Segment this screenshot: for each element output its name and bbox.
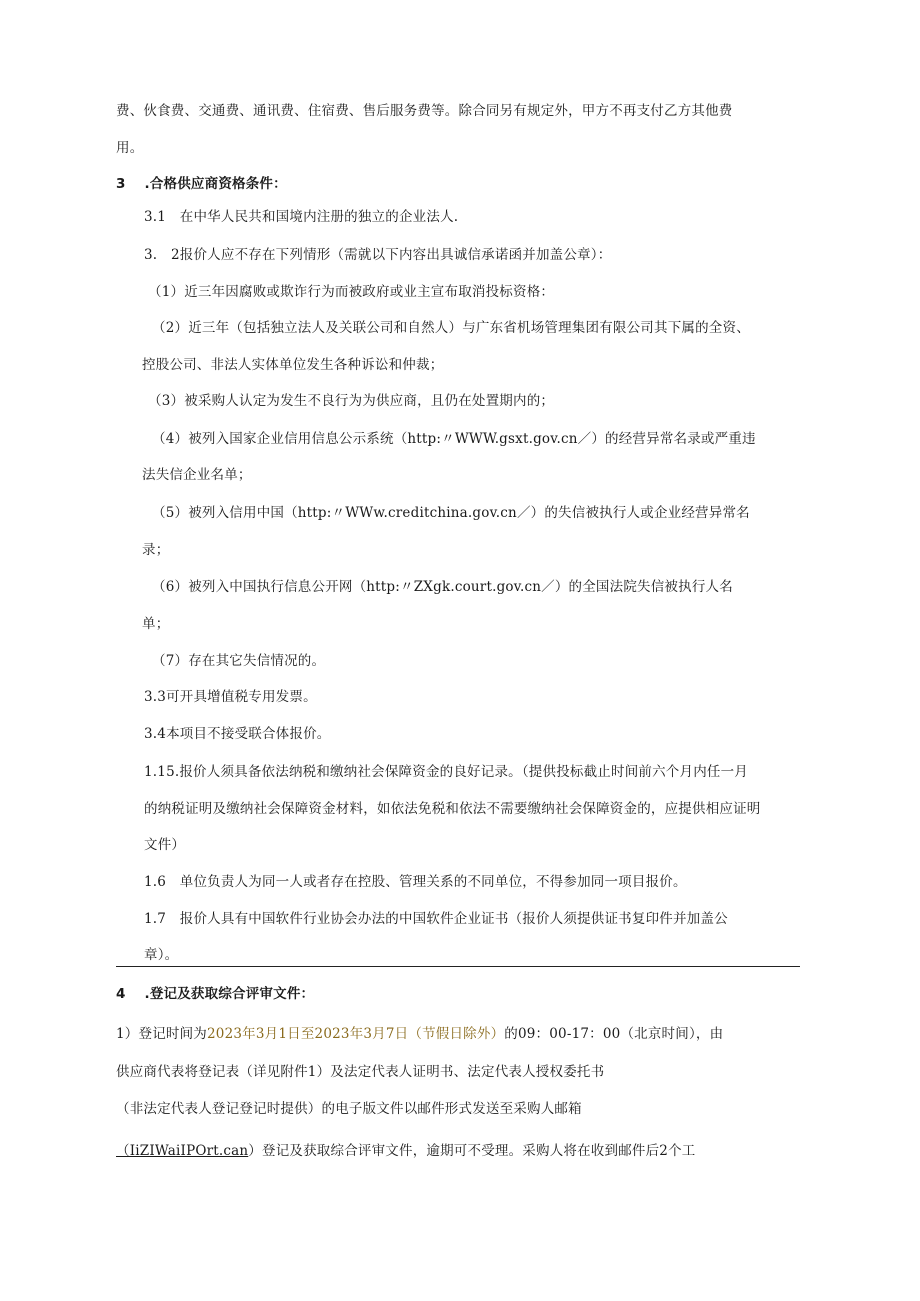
section-4-number: 4 bbox=[116, 986, 126, 1002]
clause-1-7-line-1: 1.7 报价人具有中国软件行业协会办法的中国软件企业证书（报价人须提供证书复印件并加盖公 bbox=[144, 911, 728, 927]
body-text-line: 用。 bbox=[116, 140, 144, 156]
list-item-6-line-1: （6）被列入中国执行信息公开网（http:〃ZXgk.court.gov.cn／）的全国法院失信被执行人名 bbox=[152, 579, 733, 595]
list-item-1: （1）近三年因腐败或欺诈行为而被政府或业主宣布取消投标资格： bbox=[148, 284, 555, 300]
registration-time: 的09：00-17：00（北京时间），由 bbox=[504, 1026, 724, 1042]
registration-line-3: （非法定代表人登记登记时提供）的电子版文件以邮件形式发送至采购人邮箱 bbox=[116, 1101, 582, 1117]
section-3-number: 3 bbox=[116, 176, 126, 192]
section-4-heading bbox=[116, 984, 314, 1004]
section-4-title: .登记及获取综合评审文件： bbox=[144, 986, 315, 1002]
list-item-6-line-2: 单； bbox=[142, 616, 170, 632]
clause-1-6: 1.6 单位负责人为同一人或者存在控股、管理关系的不同单位，不得参加同一项目报价。 bbox=[144, 874, 687, 890]
horizontal-rule bbox=[116, 966, 800, 967]
clause-3-4: 3.4本项目不接受联合体报价。 bbox=[144, 726, 331, 742]
list-item-2-line-2: 控股公司、非法人实体单位发生各种诉讼和仲裁； bbox=[142, 357, 444, 373]
clause-1-7-line-2: 章）。 bbox=[144, 947, 179, 963]
registration-line-1 bbox=[116, 1024, 723, 1044]
section-3-title: .合格供应商资格条件： bbox=[144, 176, 287, 192]
clause-1-15-line-1: 1.15.报价人须具备依法纳税和缴纳社会保障资金的良好记录。（提供投标截止时间前六个月内任一月 bbox=[144, 764, 748, 780]
clause-3-1: 3.1 在中华人民共和国境内注册的独立的企业法人. bbox=[144, 209, 459, 225]
registration-tail: ）登记及获取综合评审文件，逾期可不受理。采购人将在收到邮件后2个工 bbox=[248, 1143, 696, 1159]
list-item-4-line-1: （4）被列入国家企业信用信息公示系统（http:〃WWW.gsxt.gov.cn／）的经营异常名录或严重违 bbox=[152, 431, 756, 447]
registration-line-2: 供应商代表将登记表（详见附件1）及法定代表人证明书、法定代表人授权委托书 bbox=[116, 1064, 605, 1080]
clause-3-2: 3. 2报价人应不存在下列情形（需就以下内容出具诚信承诺函并加盖公章）： bbox=[144, 247, 612, 263]
list-item-7: （7）存在其它失信情况的。 bbox=[152, 653, 326, 669]
list-item-4-line-2: 法失信企业名单； bbox=[142, 467, 252, 483]
clause-1-15-line-2: 的纳税证明及缴纳社会保障资金材料，如依法免税和依法不需要缴纳社会保障资金的，应提供相应证明 bbox=[144, 801, 761, 817]
list-item-3: （3）被采购人认定为发生不良行为为供应商，且仍在处置期内的； bbox=[148, 393, 555, 409]
email-link[interactable]: （IiZIWaiIPOrt.can bbox=[116, 1143, 249, 1159]
list-item-5-line-1: （5）被列入信用中国（http:〃WWw.creditchina.gov.cn／）的失信被执行人或企业经营异常名 bbox=[152, 505, 750, 521]
list-item-2-line-1: （2）近三年（包括独立法人及关联公司和自然人）与广东省机场管理集团有限公司其下属的全资、 bbox=[152, 320, 750, 336]
registration-line-4 bbox=[116, 1141, 696, 1161]
body-text-line: 费、伙食费、交通费、通讯费、住宿费、售后服务费等。除合同另有规定外，甲方不再支付乙方其他费 bbox=[116, 103, 733, 119]
registration-prefix: 1）登记时间为 bbox=[116, 1026, 207, 1042]
section-3-heading bbox=[116, 174, 287, 194]
clause-1-15-line-3: 文件） bbox=[144, 837, 186, 853]
registration-date-range: 2023年3月1日至2023年3月7日（节假日除外） bbox=[207, 1026, 505, 1042]
list-item-5-line-2: 录； bbox=[142, 542, 170, 558]
clause-3-3: 3.3可开具增值税专用发票。 bbox=[144, 689, 317, 705]
